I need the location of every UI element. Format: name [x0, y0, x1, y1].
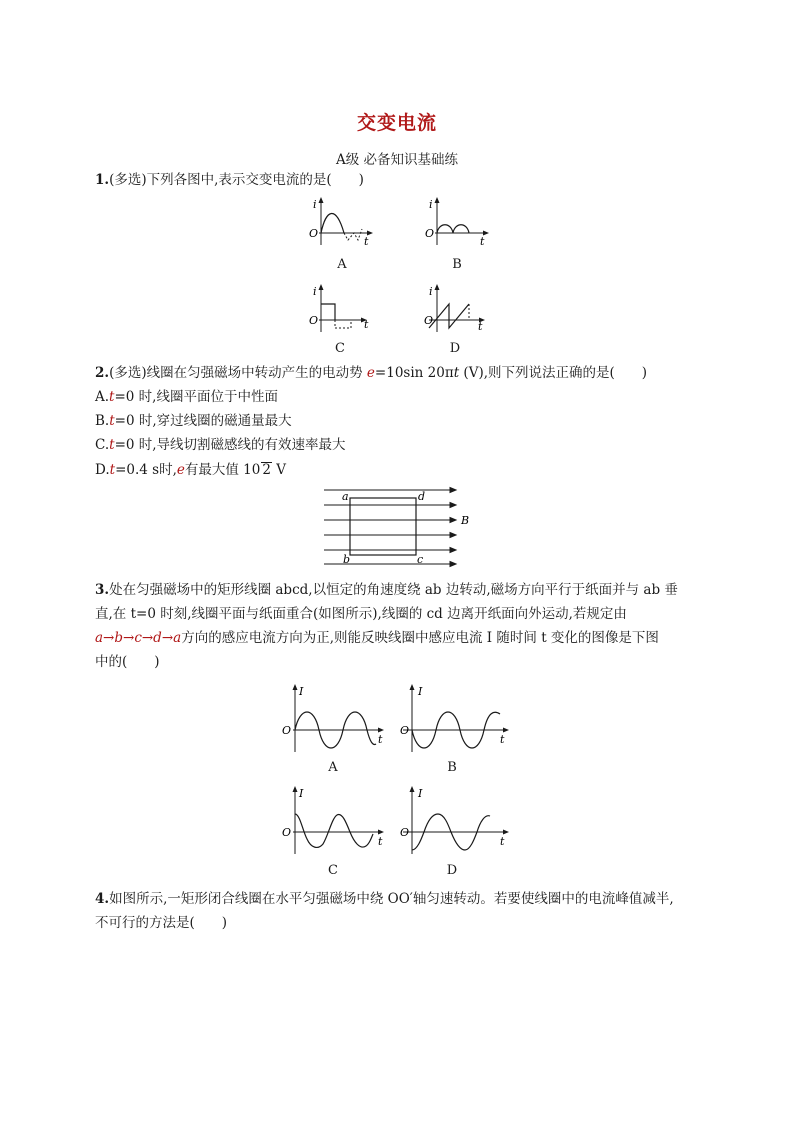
axis-t-label: t: [364, 235, 369, 248]
axis-I-label: I: [299, 685, 304, 698]
origin-label: O: [400, 724, 410, 737]
q4-line-2: 不可行的方法是( ): [95, 915, 228, 931]
q2-option-a: [95, 387, 278, 407]
q3-label-a: A: [328, 760, 338, 775]
emf-var: e: [366, 365, 375, 381]
origin-label: O: [309, 314, 319, 327]
question-number: 4.: [95, 891, 110, 907]
axis-t-label: t: [500, 733, 505, 746]
option-key: A.: [95, 389, 110, 405]
q3-label-c: C: [328, 863, 338, 878]
question-text-end: (V),则下列说法正确的是( ): [459, 365, 648, 381]
axis-t-label: t: [378, 835, 383, 848]
page-title: 交变电流: [356, 112, 437, 134]
option-key: B.: [95, 413, 110, 429]
question-3: [95, 580, 678, 600]
origin-label: O: [400, 826, 410, 839]
option-key: C.: [95, 437, 110, 453]
option-text: =0 时,线圈平面位于中性面: [114, 389, 278, 405]
corner-a-label: a: [342, 490, 349, 503]
q3-graph-b: [400, 682, 515, 754]
q3-label-b: B: [447, 760, 457, 775]
option-var: t: [109, 389, 115, 405]
q1-graph-b: [425, 195, 495, 250]
option-var: t: [109, 437, 115, 453]
question-1: [95, 170, 364, 190]
question-text-line-1: 处在匀强磁场中的矩形线圈 abcd,以恒定的角速度绕 ab 边转动,磁场方向平行于纸面并与 ab 垂: [109, 582, 678, 598]
question-number: 3.: [95, 582, 110, 598]
q3-graph-a: [278, 682, 388, 754]
origin-label: O: [424, 314, 434, 327]
option-text: =0 时,导线切割磁感线的有效速率最大: [114, 437, 346, 453]
q2-option-d: [95, 460, 286, 480]
origin-label: O: [425, 227, 435, 240]
axis-i-label: i: [313, 285, 317, 298]
q3-line-3: [95, 628, 659, 648]
q1-label-c: C: [335, 341, 345, 356]
emf-expr: =10sin 20π: [374, 365, 454, 381]
q3-label-d: D: [446, 863, 458, 878]
axis-t-label: t: [378, 733, 383, 746]
origin-label: O: [282, 724, 292, 737]
corner-d-label: d: [418, 490, 426, 503]
axis-I-label: I: [418, 787, 423, 800]
q1-graph-d: [424, 282, 494, 337]
question-text-line-1: 如图所示,一矩形闭合线圈在水平匀强磁场中绕 OO′轴匀速转动。若要使线圈中的电流峰值减半,: [109, 891, 674, 907]
q2-option-b: [95, 411, 292, 431]
axis-I-label: I: [299, 787, 304, 800]
question-2: [95, 363, 647, 383]
option-key: D.: [95, 462, 110, 478]
option-text-2: 有最大值 10: [184, 462, 261, 478]
question-text-line-3: 方向的感应电流方向为正,则能反映线圈中感应电流 I 随时间 t 变化的图像是下图: [181, 630, 659, 646]
axis-i-label: i: [429, 198, 433, 211]
q1-label-b: B: [452, 257, 462, 272]
option-text: =0 时,穿过线圈的磁通量最大: [114, 413, 292, 429]
q2-option-c: [95, 435, 346, 455]
axis-t-label: t: [478, 320, 483, 333]
origin-label: O: [309, 227, 319, 240]
question-number: 1.: [95, 172, 110, 188]
coil-field-diagram: [318, 484, 478, 568]
q3-line-2: 直,在 t=0 时刻,线圈平面与纸面重合(如图所示),线圈的 cd 边离开纸面向外运动,若规定由: [95, 606, 627, 622]
origin-label: O: [282, 826, 292, 839]
axis-i-label: i: [313, 198, 317, 211]
q1-label-a: A: [337, 257, 347, 272]
q1-graph-c: [307, 282, 377, 337]
corner-b-label: b: [343, 553, 351, 566]
q3-graph-c: [278, 784, 388, 856]
sqrt-value: 2: [262, 462, 271, 478]
question-text: (多选)下列各图中,表示交变电流的是( ): [109, 172, 364, 188]
question-4: [95, 889, 674, 909]
q1-graph-a: [306, 195, 376, 250]
axis-i-label: i: [429, 285, 433, 298]
q3-line-4: 中的( ): [95, 654, 160, 670]
unit-label: V: [276, 462, 286, 478]
axis-t-label: t: [364, 318, 369, 331]
q1-label-d: D: [449, 341, 461, 356]
current-direction: a→b→c→d→a: [95, 630, 182, 646]
option-text: =0.4 s时,: [115, 462, 177, 478]
axis-t-label: t: [500, 835, 505, 848]
section-subtitle: A级 必备知识基础练: [335, 152, 459, 168]
axis-I-label: I: [418, 685, 423, 698]
option-var-e: e: [176, 462, 185, 478]
time-var: t: [453, 365, 460, 381]
corner-c-label: c: [417, 553, 424, 566]
option-var: t: [109, 413, 115, 429]
option-var: t: [109, 462, 116, 478]
axis-t-label: t: [480, 235, 485, 248]
question-text: (多选)线圈在匀强磁场中转动产生的电动势: [109, 365, 367, 381]
question-number: 2.: [95, 365, 110, 381]
field-b-label: B: [461, 514, 470, 527]
q3-graph-d: [400, 784, 515, 856]
